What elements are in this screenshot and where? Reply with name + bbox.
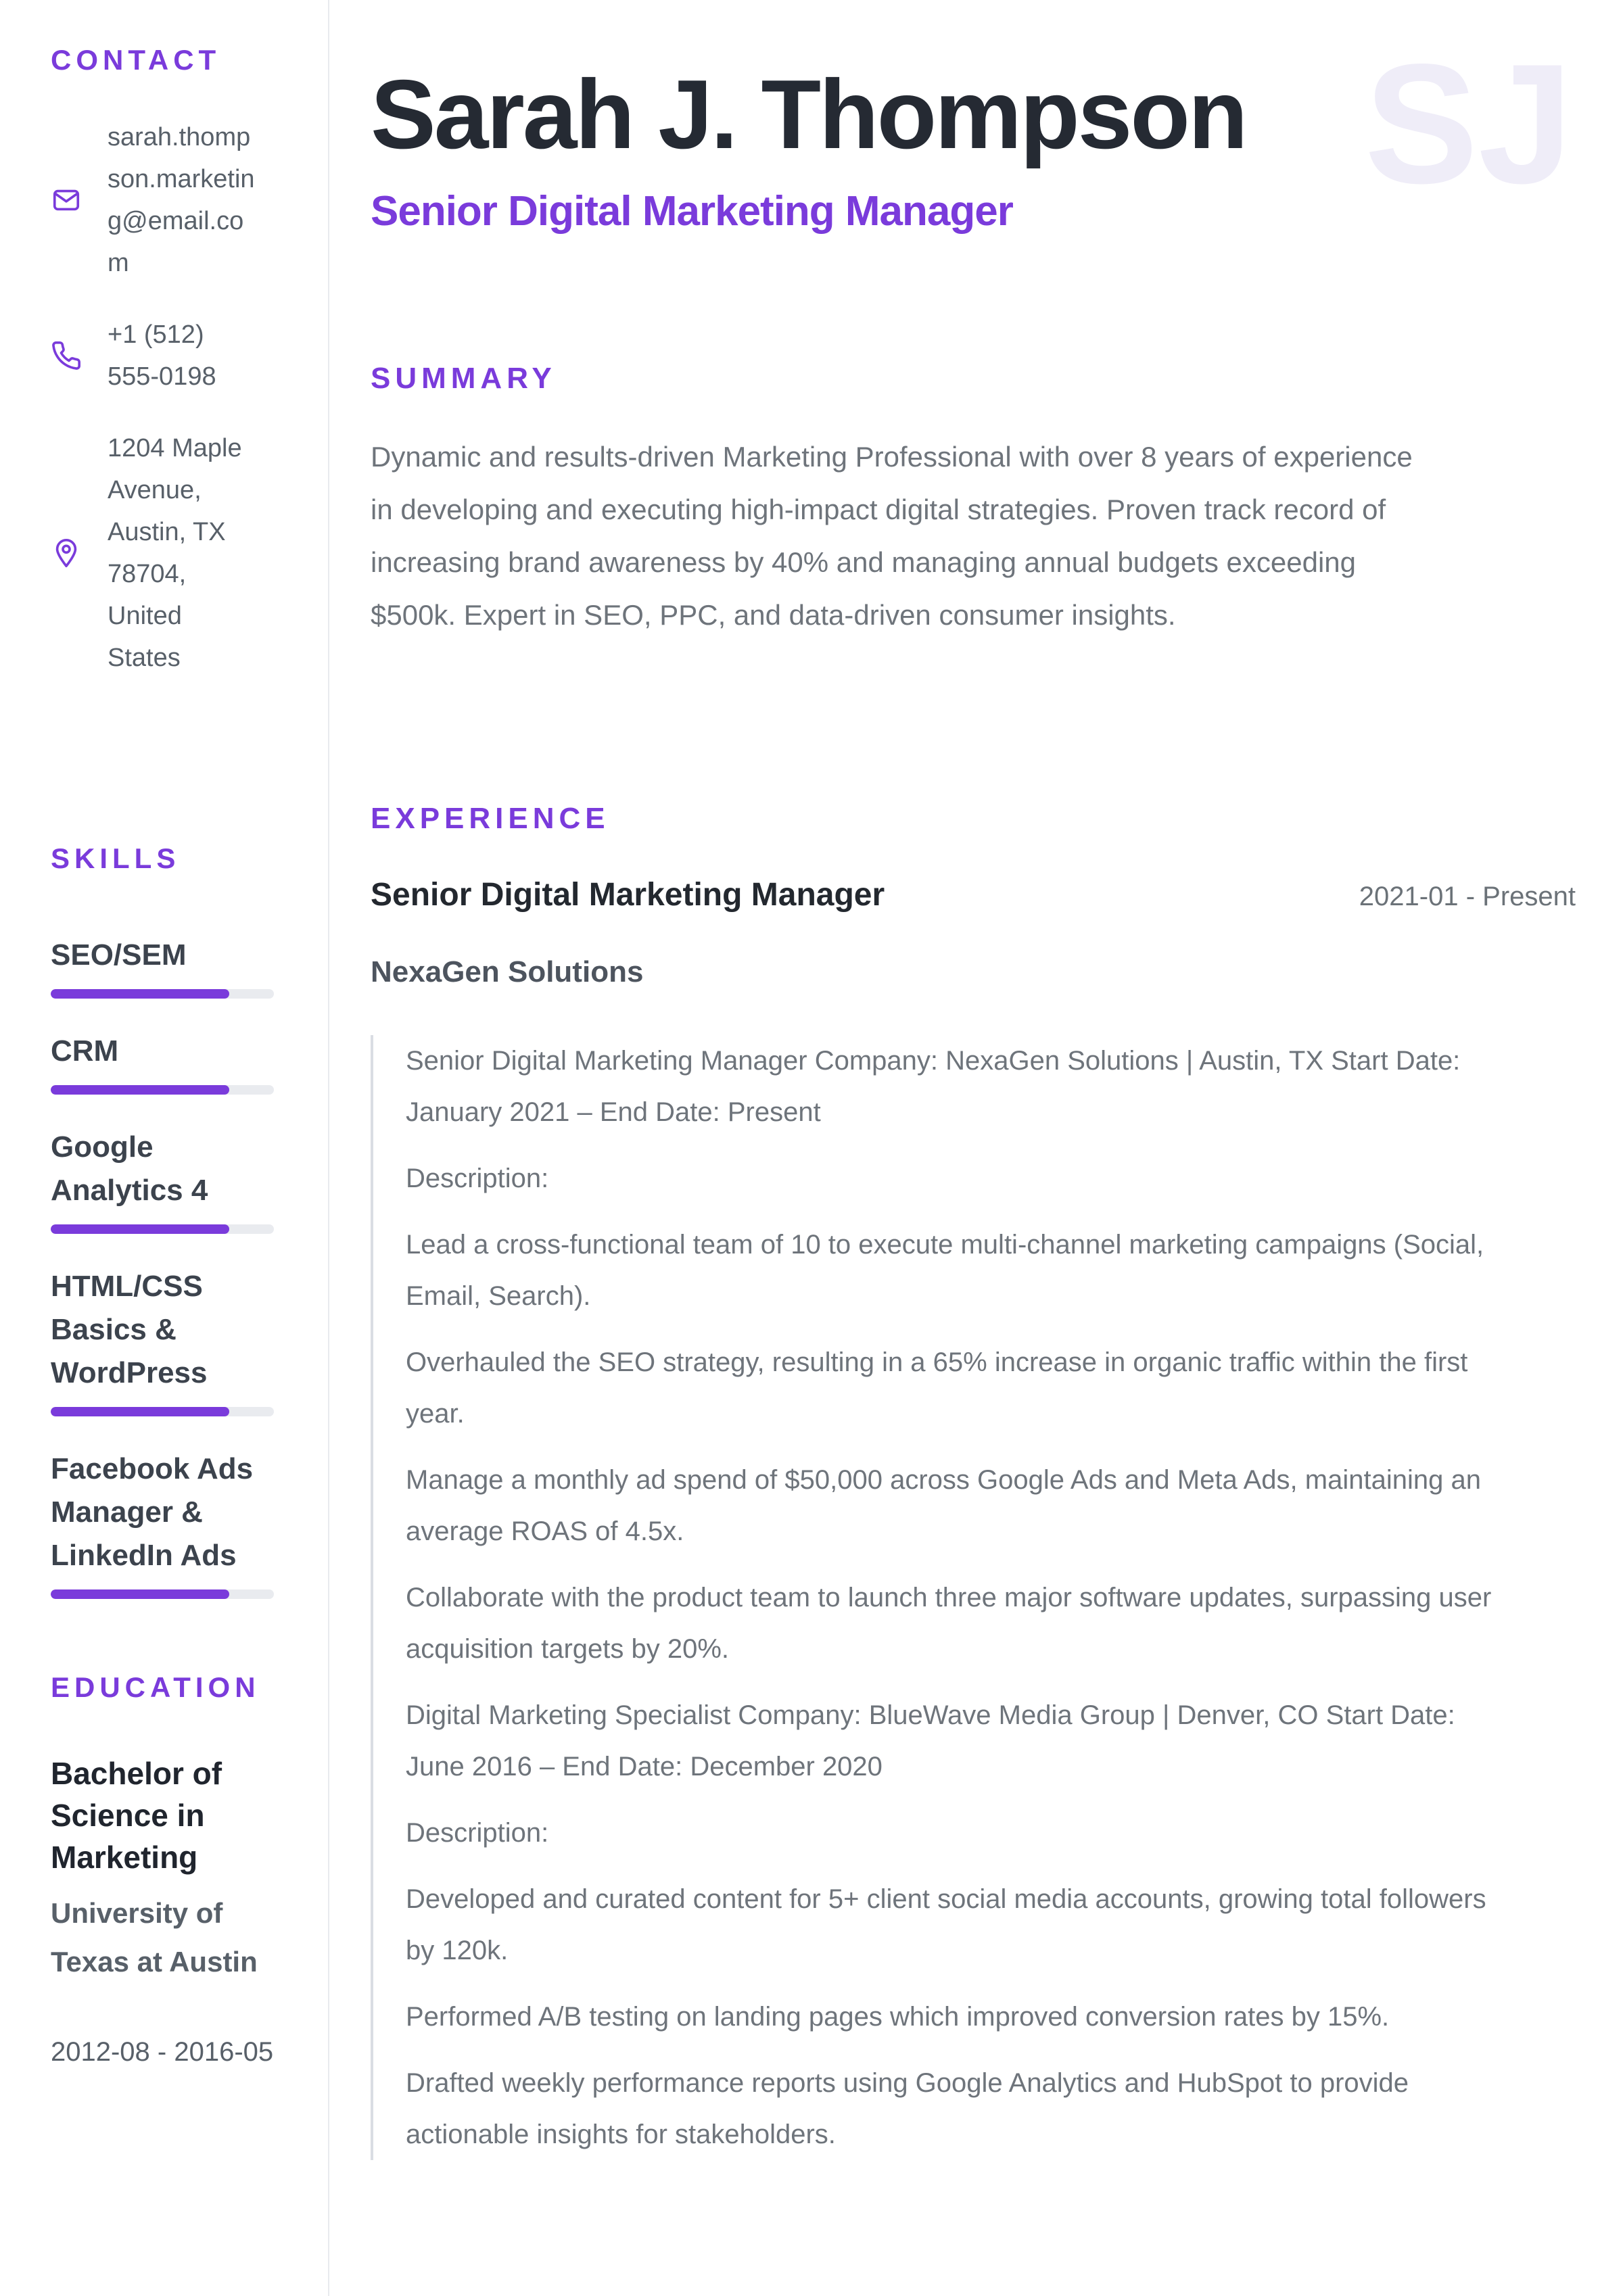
phone-icon xyxy=(51,340,82,371)
skill-progress-track xyxy=(51,989,274,999)
skill-progress-track xyxy=(51,1589,274,1599)
skill-label: Facebook Ads Manager & LinkedIn Ads xyxy=(51,1452,254,1572)
experience-description-paragraph: Manage a monthly ad spend of $50,000 across Google Ads and Meta Ads, maintaining an average ROAS of 4.5x. xyxy=(406,1464,1481,1546)
experience-description-paragraph: Description: xyxy=(406,1163,549,1193)
experience-description-paragraph: Digital Marketing Specialist Company: BlueWave Media Group | Denver, CO Start Date: June 2016 – End Date: December 2020 xyxy=(406,1700,1455,1781)
skill-progress-fill xyxy=(51,1407,229,1416)
map-pin-icon xyxy=(51,537,82,569)
skill-label: CRM xyxy=(51,1034,119,1068)
main-content xyxy=(331,0,1623,2296)
skill-label: Google Analytics 4 xyxy=(51,1130,208,1207)
skill-progress-track xyxy=(51,1085,274,1095)
experience-description-paragraph: Drafted weekly performance reports using Google Analytics and HubSpot to provide actionable insights for stakeholders. xyxy=(406,2067,1409,2149)
experience-job-title: Senior Digital Marketing Manager xyxy=(371,876,885,913)
education-heading: EDUCATION xyxy=(51,1671,260,1703)
skill-item xyxy=(51,934,294,999)
contact-email-value: sarah.thompson.marketing@email.com xyxy=(108,123,255,277)
experience-section xyxy=(371,801,1576,2160)
contact-heading: CONTACT xyxy=(51,44,221,76)
skill-progress-track xyxy=(51,1407,274,1416)
summary-heading: SUMMARY xyxy=(371,361,557,395)
skill-progress-track xyxy=(51,1224,274,1234)
experience-description-paragraph: Description: xyxy=(406,1817,549,1848)
skill-progress-fill xyxy=(51,1085,229,1095)
summary-text: Dynamic and results-driven Marketing Professional with over 8 years of experience in developing and executing high-impact digital strategies. Proven track record of increasing brand awareness by 40% and managing annual budgets exceeding $500k. Expert in SEO, PPC, and data-driven consumer insights. xyxy=(371,440,1413,631)
education-degree: Bachelor of Science in Marketing xyxy=(51,1756,222,1875)
experience-description-paragraph: Senior Digital Marketing Manager Company: NexaGen Solutions | Austin, TX Start Date: January 2021 – End Date: Present xyxy=(406,1045,1461,1127)
experience-heading: EXPERIENCE xyxy=(371,801,610,835)
skills-section xyxy=(51,844,294,1599)
skill-progress-fill xyxy=(51,989,229,999)
contact-phone-value: +1 (512) 555-0198 xyxy=(108,320,216,391)
education-school: University of Texas at Austin xyxy=(51,1897,258,1978)
experience-description-paragraph: Performed A/B testing on landing pages which improved conversion rates by 15%. xyxy=(406,2001,1390,2032)
skill-label: HTML/CSS Basics & WordPress xyxy=(51,1270,208,1389)
skill-progress-fill xyxy=(51,1589,229,1599)
experience-description-paragraph: Collaborate with the product team to launch three major software updates, surpassing user acquisition targets by 20%. xyxy=(406,1582,1492,1664)
contact-row-phone xyxy=(51,314,294,398)
experience-company: NexaGen Solutions xyxy=(371,955,644,989)
experience-title-row xyxy=(371,876,1576,915)
monogram-watermark: SJ xyxy=(1364,29,1573,219)
summary-section xyxy=(371,361,1576,642)
person-headline: Senior Digital Marketing Manager xyxy=(371,187,1013,235)
contact-address-value: 1204 Maple Avenue, Austin, TX 78704, United States xyxy=(108,434,242,672)
skill-item xyxy=(51,1448,294,1599)
experience-description xyxy=(371,1035,1576,2160)
experience-description-paragraph: Developed and curated content for 5+ client social media accounts, growing total followers by 120k. xyxy=(406,1884,1486,1965)
contact-row-address xyxy=(51,427,294,679)
experience-description-paragraph: Overhauled the SEO strategy, resulting in a 65% increase in organic traffic within the first year. xyxy=(406,1347,1468,1429)
skill-label: SEO/SEM xyxy=(51,938,187,972)
education-section xyxy=(51,1673,294,2078)
contact-row-email xyxy=(51,116,294,284)
skill-item xyxy=(51,1126,294,1234)
skills-heading: SKILLS xyxy=(51,842,181,874)
skill-item xyxy=(51,1265,294,1416)
sidebar xyxy=(0,0,329,2296)
experience-date-range: 2021-01 - Present xyxy=(1359,881,1576,911)
education-dates: 2012-08 - 2016-05 xyxy=(51,2037,274,2067)
skill-item xyxy=(51,1030,294,1095)
mail-icon xyxy=(51,185,82,216)
skill-list xyxy=(51,934,294,1599)
person-name: Sarah J. Thompson xyxy=(371,59,1246,169)
contact-list xyxy=(51,116,294,679)
experience-description-paragraph: Lead a cross-functional team of 10 to execute multi-channel marketing campaigns (Social, Email, Search). xyxy=(406,1229,1484,1311)
skill-progress-fill xyxy=(51,1224,229,1234)
